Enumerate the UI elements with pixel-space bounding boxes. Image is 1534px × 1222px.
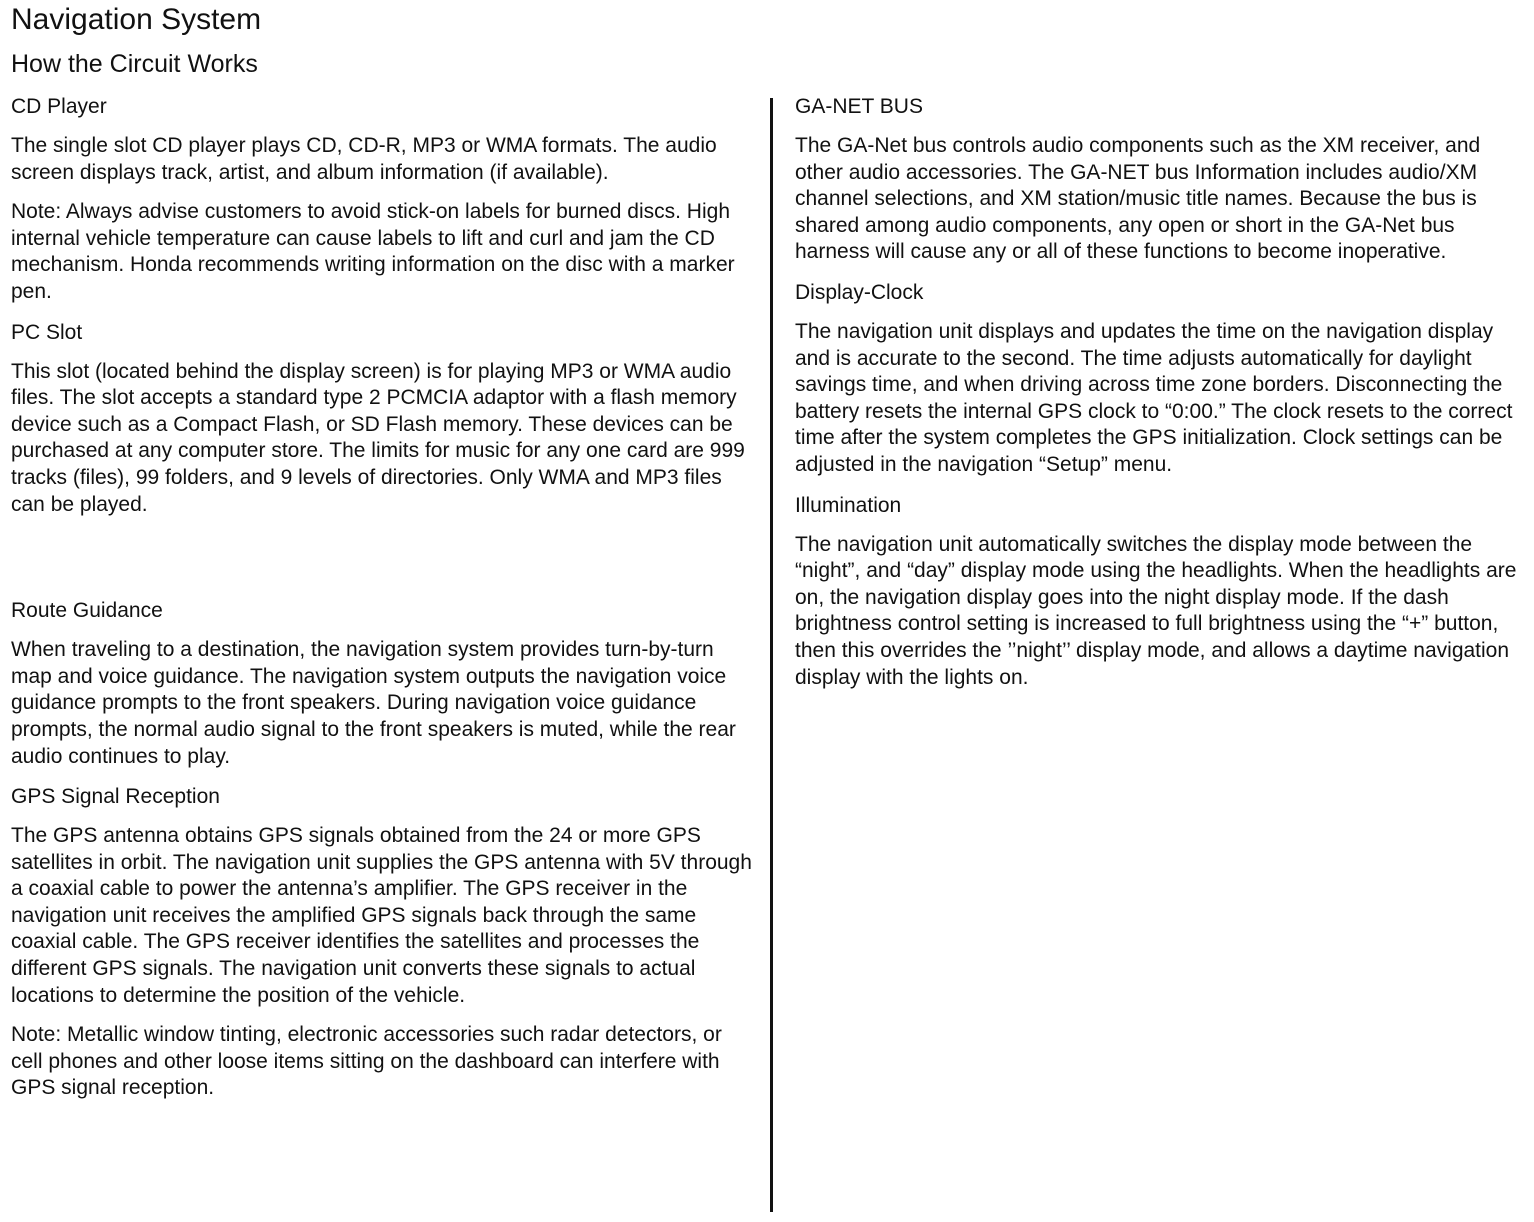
blank-gap bbox=[11, 531, 759, 597]
section-heading-display-clock: Display-Clock bbox=[795, 280, 924, 304]
paragraph-route-guidance: When traveling to a destination, the navigation system provides turn-by-turn map and voice guidance. The navigation system outputs the navigation voice guidance prompts to the front speakers. During navigation voice guidance prompts, the normal audio signal to the front speakers is muted, while the rear audio continues to play. bbox=[11, 638, 736, 768]
column-divider bbox=[770, 98, 773, 1212]
paragraph-ga-net-bus: The GA-Net bus controls audio components such as the XM receiver, and other audio accessories. The GA-NET bus Information includes audio/XM channel selections, and XM station/music title names. Because the bus is shared among audio components, any open or short in the GA-Net bus harness will cause any or all of these functions to become inoperative. bbox=[795, 134, 1481, 264]
section-cd-player bbox=[11, 93, 759, 306]
section-heading-ga-net-bus: GA-NET BUS bbox=[795, 95, 923, 118]
page-title: Navigation System bbox=[11, 3, 262, 36]
section-ga-net-bus bbox=[795, 93, 1531, 266]
section-pc-slot bbox=[11, 319, 759, 519]
paragraph-pc-slot: This slot (located behind the display screen) is for playing MP3 or WMA audio files. The slot accepts a standard type 2 PCMCIA adaptor with a flash memory device such as a Compact Flash, or SD Flash memory. These devices can be purchased at any computer store. The limits for music for any one card are 999 tracks (files), 99 folders, and 9 levels of directories. Only WMA and MP3 files can be played. bbox=[11, 359, 745, 516]
page-subtitle: How the Circuit Works bbox=[11, 50, 258, 78]
section-heading-illumination: Illumination bbox=[795, 493, 902, 517]
section-gps-signal bbox=[11, 783, 759, 1102]
section-heading-cd-player: CD Player bbox=[11, 95, 107, 118]
right-column bbox=[795, 93, 1531, 704]
section-heading-gps-signal: GPS Signal Reception bbox=[11, 785, 220, 809]
section-route-guidance bbox=[11, 597, 759, 770]
section-heading-pc-slot: PC Slot bbox=[11, 320, 83, 344]
paragraph-illumination: The navigation unit automatically switches the display mode between the “night”, and “day” display mode using the headlights. When the headlights are on, the navigation display goes into the night display mode. If the dash brightness control setting is increased to full brightness using the “+” button, then this overrides the ’’night’’ display mode, and allows a daytime navigation display with the lights on. bbox=[795, 532, 1517, 689]
note-cd-player: Note: Always advise customers to avoid stick-on labels for burned discs. High internal vehicle temperature can cause labels to lift and curl and jam the CD mechanism. Honda recommends writing information on the disc with a marker pen. bbox=[11, 200, 735, 303]
paragraph-gps-signal: The GPS antenna obtains GPS signals obtained from the 24 or more GPS satellites in orbit. The navigation unit supplies the GPS antenna with 5V through a coaxial cable to power the antenna’s amplifier. The GPS receiver in the navigation unit receives the amplified GPS signals back through the same coaxial cable. The GPS receiver identifies the satellites and processes the different GPS signals. The navigation unit converts these signals to actual locations to determine the position of the vehicle. bbox=[11, 824, 752, 1007]
paragraph-display-clock: The navigation unit displays and updates the time on the navigation display and is accurate to the second. The time adjusts automatically for daylight savings time, and when driving across time zone borders. Disconnecting the battery resets the internal GPS clock to “0:00.” The clock resets to the correct time after the system completes the GPS initialization. Clock settings can be adjusted in the navigation “Setup” menu. bbox=[795, 319, 1513, 476]
paragraph-cd-player: The single slot CD player plays CD, CD-R, MP3 or WMA formats. The audio screen displays track, artist, and album information (if available). bbox=[11, 134, 717, 184]
section-illumination bbox=[795, 492, 1531, 692]
left-column bbox=[11, 93, 759, 1115]
note-gps-signal: Note: Metallic window tinting, electronic accessories such radar detectors, or cell phones and other loose items sitting on the dashboard can interfere with GPS signal reception. bbox=[11, 1023, 722, 1100]
section-display-clock bbox=[795, 279, 1531, 479]
section-heading-route-guidance: Route Guidance bbox=[11, 599, 163, 623]
